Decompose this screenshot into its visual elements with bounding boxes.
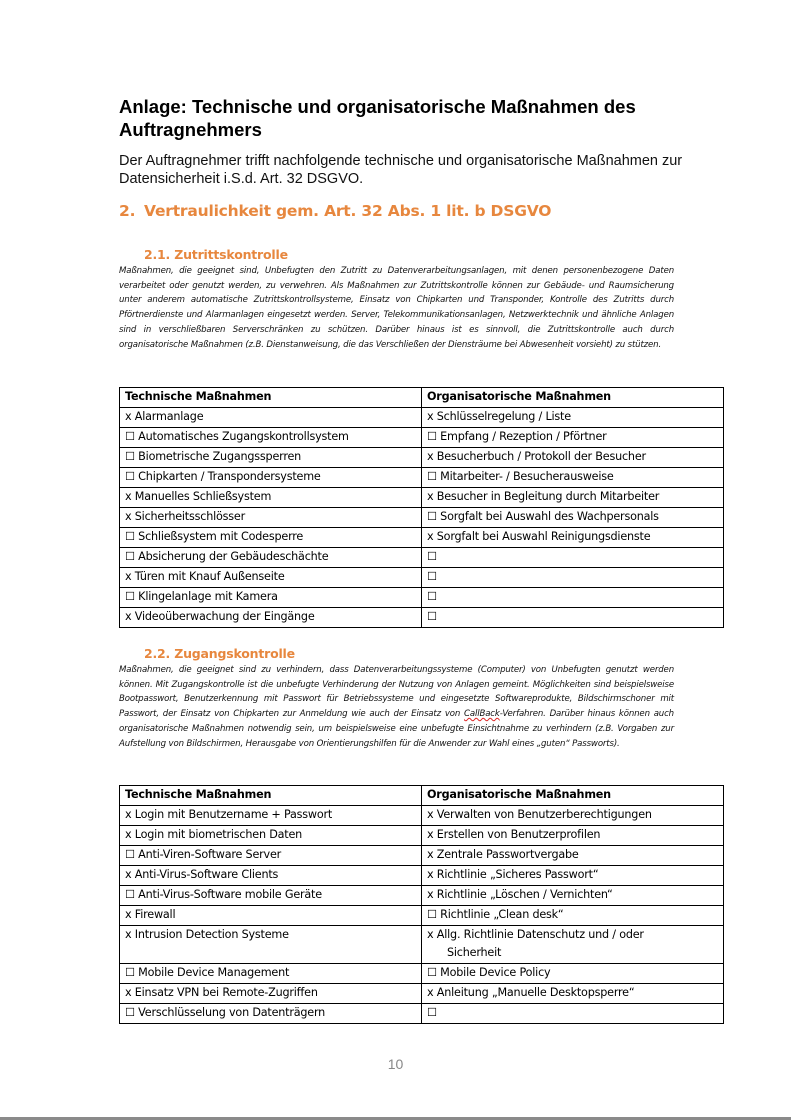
column-header-technical: Technische Maßnahmen xyxy=(120,388,422,408)
zugangskontrolle-paragraph xyxy=(119,663,674,751)
organizational-measure: x Erstellen von Benutzerprofilen xyxy=(422,826,724,846)
technical-measure: ☐ Mobile Device Management xyxy=(120,964,422,984)
subsection-heading-zutrittskontrolle: 2.1. Zutrittskontrolle xyxy=(144,247,288,262)
table-row xyxy=(120,528,724,548)
table-row xyxy=(120,886,724,906)
zugangskontrolle-table xyxy=(119,785,724,1024)
technical-measure: ☐ Verschlüsselung von Datenträgern xyxy=(120,1004,422,1024)
paragraph-text: -Verfahren. Darüber hinaus können auch organisatorische Maßnahmen notwendig sein, um beispielsweise eine unbefugte Einsichtnahme zu verhindern (z.B. Vorgaben zur Aufstellung von Bildschirmen, Herausgabe von Orientierungshilfen für die Anwender zur Wahl eines „guten“ Passworts). xyxy=(119,709,674,749)
table-header-row xyxy=(120,786,724,806)
technical-measure: x Login mit biometrischen Daten xyxy=(120,826,422,846)
technical-measure: x Türen mit Knauf Außenseite xyxy=(120,568,422,588)
zutrittskontrolle-table xyxy=(119,387,724,628)
technical-measure: x Anti-Virus-Software Clients xyxy=(120,866,422,886)
technical-measure: ☐ Biometrische Zugangssperren xyxy=(120,448,422,468)
section-title: Vertraulichkeit gem. Art. 32 Abs. 1 lit. b DSGVO xyxy=(144,202,552,220)
table-row xyxy=(120,866,724,886)
organizational-measure: ☐ Empfang / Rezeption / Pförtner xyxy=(422,428,724,448)
table-row xyxy=(120,488,724,508)
technical-measure: x Sicherheitsschlösser xyxy=(120,508,422,528)
subsection-heading-zugangskontrolle: 2.2. Zugangskontrolle xyxy=(144,646,295,661)
section-number: 2. xyxy=(119,202,136,220)
table-row xyxy=(120,568,724,588)
technical-measure: x Videoüberwachung der Eingänge xyxy=(120,608,422,628)
organizational-measure: x Sorgfalt bei Auswahl Reinigungsdienste xyxy=(422,528,724,548)
technical-measure: ☐ Anti-Virus-Software mobile Geräte xyxy=(120,886,422,906)
spellcheck-flagged-word: CallBack xyxy=(464,709,500,720)
table-row xyxy=(120,508,724,528)
organizational-measure: x Richtlinie „Löschen / Vernichten“ xyxy=(422,886,724,906)
organizational-measure: ☐ xyxy=(422,608,724,628)
technical-measure: x Login mit Benutzername + Passwort xyxy=(120,806,422,826)
technical-measure: x Intrusion Detection Systeme xyxy=(120,926,422,964)
measure-continuation: Sicherheit xyxy=(447,946,502,959)
organizational-measure: ☐ Richtlinie „Clean desk“ xyxy=(422,906,724,926)
technical-measure: ☐ Anti-Viren-Software Server xyxy=(120,846,422,866)
table-row xyxy=(120,588,724,608)
organizational-measure: ☐ Sorgfalt bei Auswahl des Wachpersonals xyxy=(422,508,724,528)
organizational-measure: ☐ Mitarbeiter- / Besucherausweise xyxy=(422,468,724,488)
organizational-measure: ☐ xyxy=(422,568,724,588)
organizational-measure: x Besucher in Begleitung durch Mitarbeiter xyxy=(422,488,724,508)
document-title: Anlage: Technische und organisatorische Maßnahmen des Auftragnehmers xyxy=(119,96,636,140)
table-row xyxy=(120,806,724,826)
organizational-measure: x Besucherbuch / Protokoll der Besucher xyxy=(422,448,724,468)
column-header-technical: Technische Maßnahmen xyxy=(120,786,422,806)
paragraph-text: Maßnahmen, die geeignet sind zu verhindern, dass Datenverarbeitungssysteme (Computer) von Unbefugten genutzt werden können. Mit Zugangskontrolle ist die unbefugte Verhinderung der Nutzung von Anlagen gemeint. Möglichkeiten sind beispielsweise Bootpasswort, Benutzerkennung mit Passwort für Betriebssysteme und eingesetzte Softwareprodukte, Bildschirmschoner mit Passwort, der Einsatz von Chipkarten zur Anmeldung wie auch der Einsatz von xyxy=(119,665,674,720)
table-row xyxy=(120,448,724,468)
organizational-measure: ☐ Mobile Device Policy xyxy=(422,964,724,984)
technical-measure: ☐ Klingelanlage mit Kamera xyxy=(120,588,422,608)
table-row xyxy=(120,428,724,448)
column-header-organizational: Organisatorische Maßnahmen xyxy=(422,786,724,806)
technical-measure: ☐ Automatisches Zugangskontrollsystem xyxy=(120,428,422,448)
organizational-measure: x Richtlinie „Sicheres Passwort“ xyxy=(422,866,724,886)
intro-paragraph: Der Auftragnehmer trifft nachfolgende technische und organisatorische Maßnahmen zur Datensicherheit i.S.d. Art. 32 DSGVO. xyxy=(119,153,683,187)
table-row xyxy=(120,984,724,1004)
organizational-measure: ☐ xyxy=(422,548,724,568)
column-header-organizational: Organisatorische Maßnahmen xyxy=(422,388,724,408)
table-row xyxy=(120,906,724,926)
technical-measure: ☐ Absicherung der Gebäudeschächte xyxy=(120,548,422,568)
organizational-measure: ☐ xyxy=(422,1004,724,1024)
table-row xyxy=(120,468,724,488)
technical-measure: x Alarmanlage xyxy=(120,408,422,428)
organizational-measure: x Anleitung „Manuelle Desktopsperre“ xyxy=(422,984,724,1004)
table-row xyxy=(120,548,724,568)
table-row xyxy=(120,608,724,628)
measure-line: x Allg. Richtlinie Datenschutz und / oder xyxy=(427,928,644,941)
organizational-measure: x Verwalten von Benutzerberechtigungen xyxy=(422,806,724,826)
organizational-measure: x Zentrale Passwortvergabe xyxy=(422,846,724,866)
table-header-row xyxy=(120,388,724,408)
zutrittskontrolle-paragraph: Maßnahmen, die geeignet sind, Unbefugten den Zutritt zu Datenverarbeitungsanlagen, mit denen personenbezogene Daten verarbeitet oder genutzt werden, zu verwehren. Als Maßnahmen zur Zutrittskontrolle können zur Gebäude- und Raumsicherung unter anderem automatische Zutrittskontrollsysteme, Einsatz von Chipkarten und Transponder, Kontrolle des Zutritts durch Pförtnerdienste und Alarmanlagen eingesetzt werden. Server, Telekommunikationsanlagen, Netzwerktechnik und ähnliche Anlagen sind in verschließbaren Serverschränken zu schützen. Darüber hinaus ist es sinnvoll, die Zutrittskontrolle auch durch organisatorische Maßnahmen (z.B. Dienstanweisung, die das Verschließen der Diensträume bei Abwesenheit vorsieht) zu stützen. xyxy=(119,266,674,350)
table-row xyxy=(120,826,724,846)
table-row xyxy=(120,846,724,866)
organizational-measure: ☐ xyxy=(422,588,724,608)
table-row xyxy=(120,964,724,984)
page-number: 10 xyxy=(387,1056,404,1072)
table-row xyxy=(120,1004,724,1024)
technical-measure: x Einsatz VPN bei Remote-Zugriffen xyxy=(120,984,422,1004)
technical-measure: x Firewall xyxy=(120,906,422,926)
section-heading xyxy=(119,202,551,220)
organizational-measure: x Schlüsselregelung / Liste xyxy=(422,408,724,428)
table-row xyxy=(120,408,724,428)
technical-measure: ☐ Chipkarten / Transpondersysteme xyxy=(120,468,422,488)
technical-measure: x Manuelles Schließsystem xyxy=(120,488,422,508)
technical-measure: ☐ Schließsystem mit Codesperre xyxy=(120,528,422,548)
table-row xyxy=(120,926,724,964)
organizational-measure xyxy=(422,926,724,964)
